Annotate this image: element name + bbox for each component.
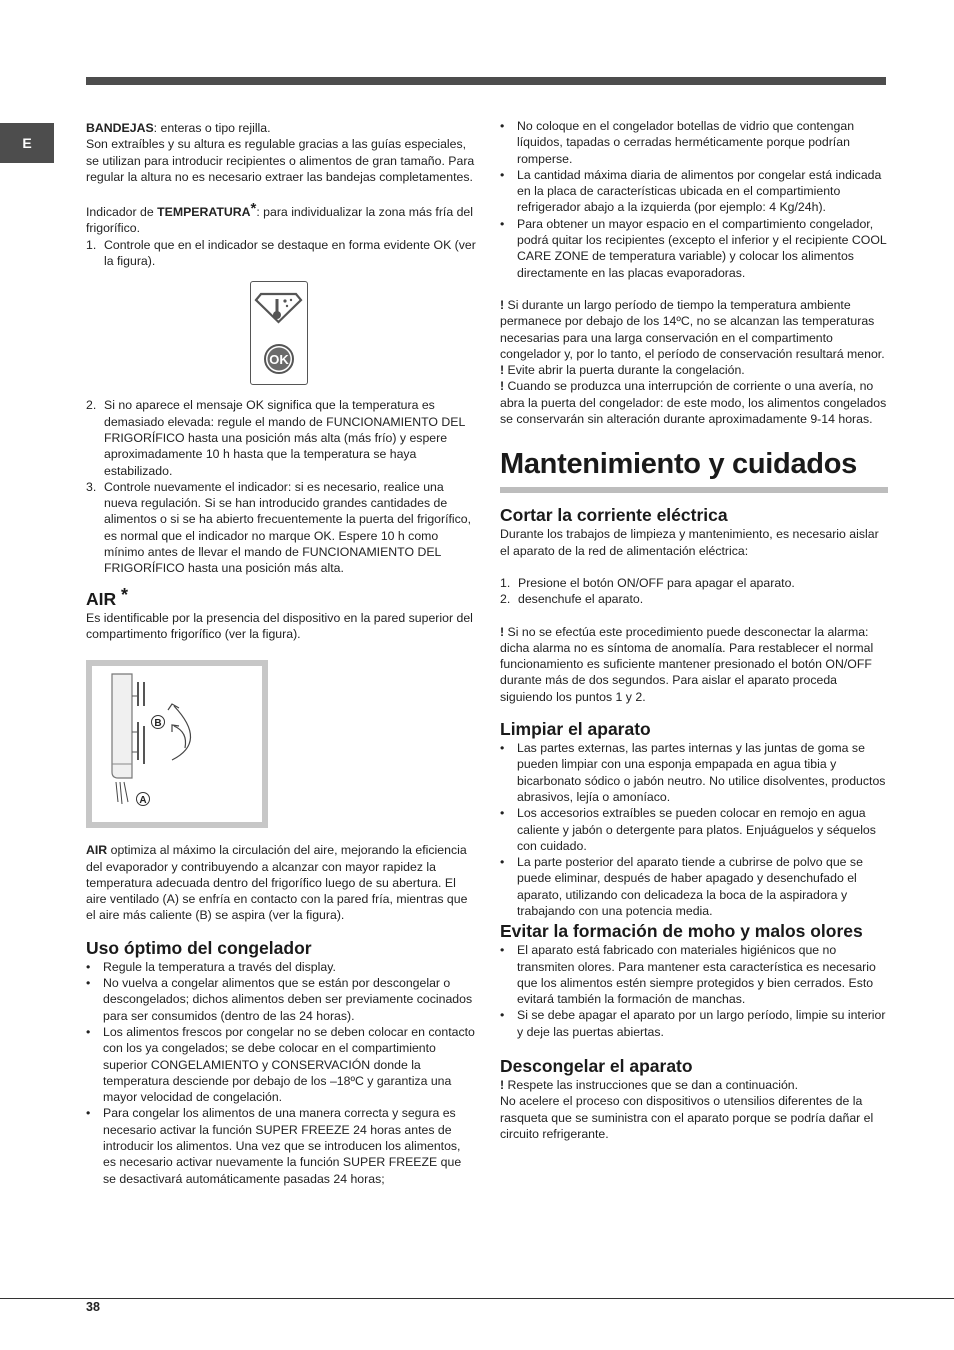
warning-mark: ! [500, 297, 505, 312]
step-item [86, 479, 476, 577]
warning-text: Cuando se produzca una interrupción de corriente o una avería, no abra la puerta del congelador: de este modo, los alimentos congelados se conservarán sin alteración durante aproximadamente 9-14 horas. [500, 379, 887, 427]
air-flow-diagram [92, 666, 262, 822]
freezer-heading: Uso óptimo del congelador [86, 937, 312, 958]
step-text: Controle que en el indicador se destaque en forma evidente OK (ver la figura). [104, 237, 476, 269]
list-item: • Los accesorios extraíbles se pueden colocar en remojo en agua caliente y jabón o detergente para platos. Enjuáguelos y séquelos con cuidado. [500, 805, 890, 854]
step-item [86, 397, 476, 478]
thermometer-icon [251, 282, 306, 383]
bandejas-text-2: Son extraíbles y su altura es regulable gracias a las guías especiales, se utilizan para introducir recipientes o alimentos de gran tamaño. Para regular la altura no es necesario extraer las bandejas completamentes. [86, 137, 475, 184]
warning-2 [500, 362, 890, 378]
warning-text: Si durante un largo período de tiempo la temperatura ambiente permanece por debajo de los 14ºC, no se alcanzan las temperaturas necesarias para una larga conservación en el compartimento congelador y, por lo tanto, el período de conservación resultará menor. [500, 297, 885, 361]
bandejas-paragraph [86, 120, 476, 185]
step-text: Presione el botón ON/OFF para apagar el aparato. [518, 575, 795, 590]
defrost-heading: Descongelar el aparato [500, 1056, 693, 1077]
list-item: • El aparato está fabricado con materiales higiénicos que no transmiten olores. Para mantener esta característica es necesario que los alimentos estén siempre protegidos y bien cerrados. Esto evitará también la formación de manchas. [500, 942, 890, 1007]
warning-mark: ! [500, 363, 505, 378]
step-number: 1. [86, 237, 97, 252]
freezer-bullets [86, 959, 476, 1187]
list-item: • La parte posterior del aparato tiende a cubrirse de polvo que se puede eliminar, después de haber apagado y desenchufado el aparato, utilizando con delicadeza la boca de la aspiradora y trabajando con una potencia media. [500, 854, 890, 919]
mold-bullets [500, 942, 890, 1040]
temperature-steps-b [86, 397, 476, 576]
page-number: 38 [86, 1300, 100, 1314]
list-item: • Las partes externas, las partes internas y las juntas de goma se pueden limpiar con una esponja empapada en agua tibia y bicarbonato sódico o jabón neutro. No utilice disolventes, productos abrasivos, lejía o amoníaco. [500, 740, 890, 805]
warning-3 [500, 378, 890, 427]
list-item: • Regule la temperatura a través del display. [86, 959, 476, 975]
step-number: 2. [500, 592, 511, 607]
figure-label-b: B [154, 718, 162, 730]
clean-heading: Limpiar el aparato [500, 719, 651, 740]
air-bold-label: AIR [86, 843, 108, 858]
step-text: desenchufe el aparato. [518, 592, 644, 607]
temperature-star: * [250, 200, 257, 218]
warning-text: Si no se efectúa este procedimiento puede desconectar la alarma: dicha alarma no es síntoma de anomalía. Para restablecer el normal funcionamiento es suficiente mantener presionado el botón ON/OFF durante más de dos segundos. Para aislar el aparato proceda siguiendo los puntos 1 y 2. [500, 624, 874, 704]
step-text: Si no aparece el mensaje OK significa que la temperatura es demasiado elevada: regule el mando de FUNCIONAMIENTO DEL FRIGORÍFICO hasta una posición más alta (más frío) y espere aproximadamente 10 h hasta que la temperatura se haya estabilizado. [104, 398, 465, 478]
left-column [86, 120, 476, 1187]
mold-heading: Evitar la formación de moho y malos olores [500, 921, 863, 942]
section-title: Mantenimiento y cuidados [500, 448, 857, 481]
bandejas-text-1: : enteras o tipo rejilla. [153, 121, 271, 135]
air-heading-star: * [121, 584, 129, 605]
air-intro: Es identificable por la presencia del dispositivo en la pared superior del compartimento frigorífico (ver la figura). [86, 610, 473, 641]
warning-1 [500, 297, 890, 362]
warning-text: Evite abrir la puerta durante la congelación. [504, 363, 745, 378]
defrost-text: No acelere el proceso con dispositivos o utensilios diferentes de la rasqueta que se suministra con el aparato porque se podría dañar el circuito refrigerante. [500, 1094, 874, 1141]
step-text: Controle nuevamente el indicador: si es necesario, realice una nueva regulación. Si se han introducido grandes cantidades de alimentos o si se ha abierto frecuentemente la puerta del frigorífico, es normal que el indicador no marque OK. Espere 10 h como mínimo antes de llevar el mando de FUNCIONAMIENTO DEL FRIGORÍFICO hasta una posición más alta. [104, 479, 472, 576]
step-number: 1. [500, 575, 511, 590]
warning-mark: ! [500, 624, 505, 639]
air-heading [86, 585, 476, 610]
temperature-paragraph [86, 201, 476, 237]
defrost-warning [500, 1077, 890, 1093]
warning-mark: ! [500, 1078, 505, 1093]
temperature-indicator-figure [250, 281, 308, 385]
top-rule [86, 77, 886, 85]
air-description [86, 842, 476, 923]
temperature-prefix: Indicador de [86, 205, 158, 220]
air-description-text: optimiza al máximo la circulación del aire, mejorando la eficiencia del evaporador y contribuyendo a alcanzar con mayor rapidez la temperatura adecuada dentro del frigorífico luego de su abertura. El aire ventilado (A) se enfría en contacto con la pared fría, mientras que el aire más caliente (B) se aspira (ver la figura). [86, 843, 468, 923]
cut-power-heading: Cortar la corriente eléctrica [500, 505, 728, 526]
step-item [500, 575, 890, 591]
footer-rule [0, 1298, 954, 1299]
list-item: • Los alimentos frescos por congelar no se deben colocar en contacto con los ya congelados; se debe colocar en el compartimiento superior CONGELAMIENTO y CONSERVACIÓN donde la temperatura desciende por debajo de los –18ºC y garantiza una mayor velocidad de congelación. [86, 1024, 476, 1105]
step-number: 2. [86, 398, 97, 413]
cut-power-text: Durante los trabajos de limpieza y mantenimiento, es necesario aislar el aparato de la red de alimentación eléctrica: [500, 527, 879, 558]
temperature-steps-a [86, 237, 476, 270]
list-item: • Para obtener un mayor espacio en el compartimiento congelador, podrá quitar los recipientes (excepto el inferior y el recipiente COOL CARE ZONE de temperatura variable) y colocar los alimentos directamente en las placas evaporadoras. [500, 216, 890, 281]
temperature-label: TEMPERATURA [157, 205, 251, 220]
air-device-figure [86, 660, 268, 828]
list-item: • No coloque en el congelador botellas de vidrio que contengan líquidos, tapadas o cerradas herméticamente porque podrían romperse. [500, 118, 890, 167]
clean-bullets [500, 740, 890, 919]
air-heading-text: AIR [86, 588, 117, 609]
list-item: • Si se debe apagar el aparato por un largo período, limpie su interior y deje las puertas abiertas. [500, 1007, 890, 1040]
step-number: 3. [86, 479, 97, 494]
warning-text: Respete las instrucciones que se dan a continuación. [504, 1078, 799, 1093]
bandejas-label: BANDEJAS [86, 121, 154, 135]
list-item: • La cantidad máxima diaria de alimentos por congelar está indicada en la placa de características ubicada en el compartimiento refrigerador abajo a la izquierda (por ejemplo: 4 Kg/24h). [500, 167, 890, 216]
step-item [86, 237, 476, 270]
section-title-underline [500, 487, 888, 493]
temperature-suffix: : para individualizar la zona más fría del frigorífico. [86, 205, 474, 236]
list-item: • Para congelar los alimentos de una manera correcta y segura es necesario activar la función SUPER FREEZE 24 horas antes de introducir los alimentos. Una vez que se introducen los alimentos, es necesario activar nuevamente la función SUPER FREEZE que se desactivará automáticamente pasadas 24 horas; [86, 1105, 476, 1186]
warning-mark: ! [500, 379, 505, 394]
cut-power-steps [500, 575, 890, 608]
step-item [500, 591, 890, 607]
cut-power-warning [500, 624, 890, 705]
language-tab [0, 123, 54, 163]
language-tab-label: E [22, 135, 32, 151]
right-column [500, 118, 890, 1142]
ok-indicator-label: OK [269, 352, 289, 368]
list-item: • No vuelva a congelar alimentos que se están por descongelar o descongelados; dichos alimentos deben ser previamente cocinados para ser consumidos (dentro de las 24 horas). [86, 975, 476, 1024]
figure-label-a: A [139, 795, 147, 807]
freezer-bullets-continued [500, 118, 890, 281]
